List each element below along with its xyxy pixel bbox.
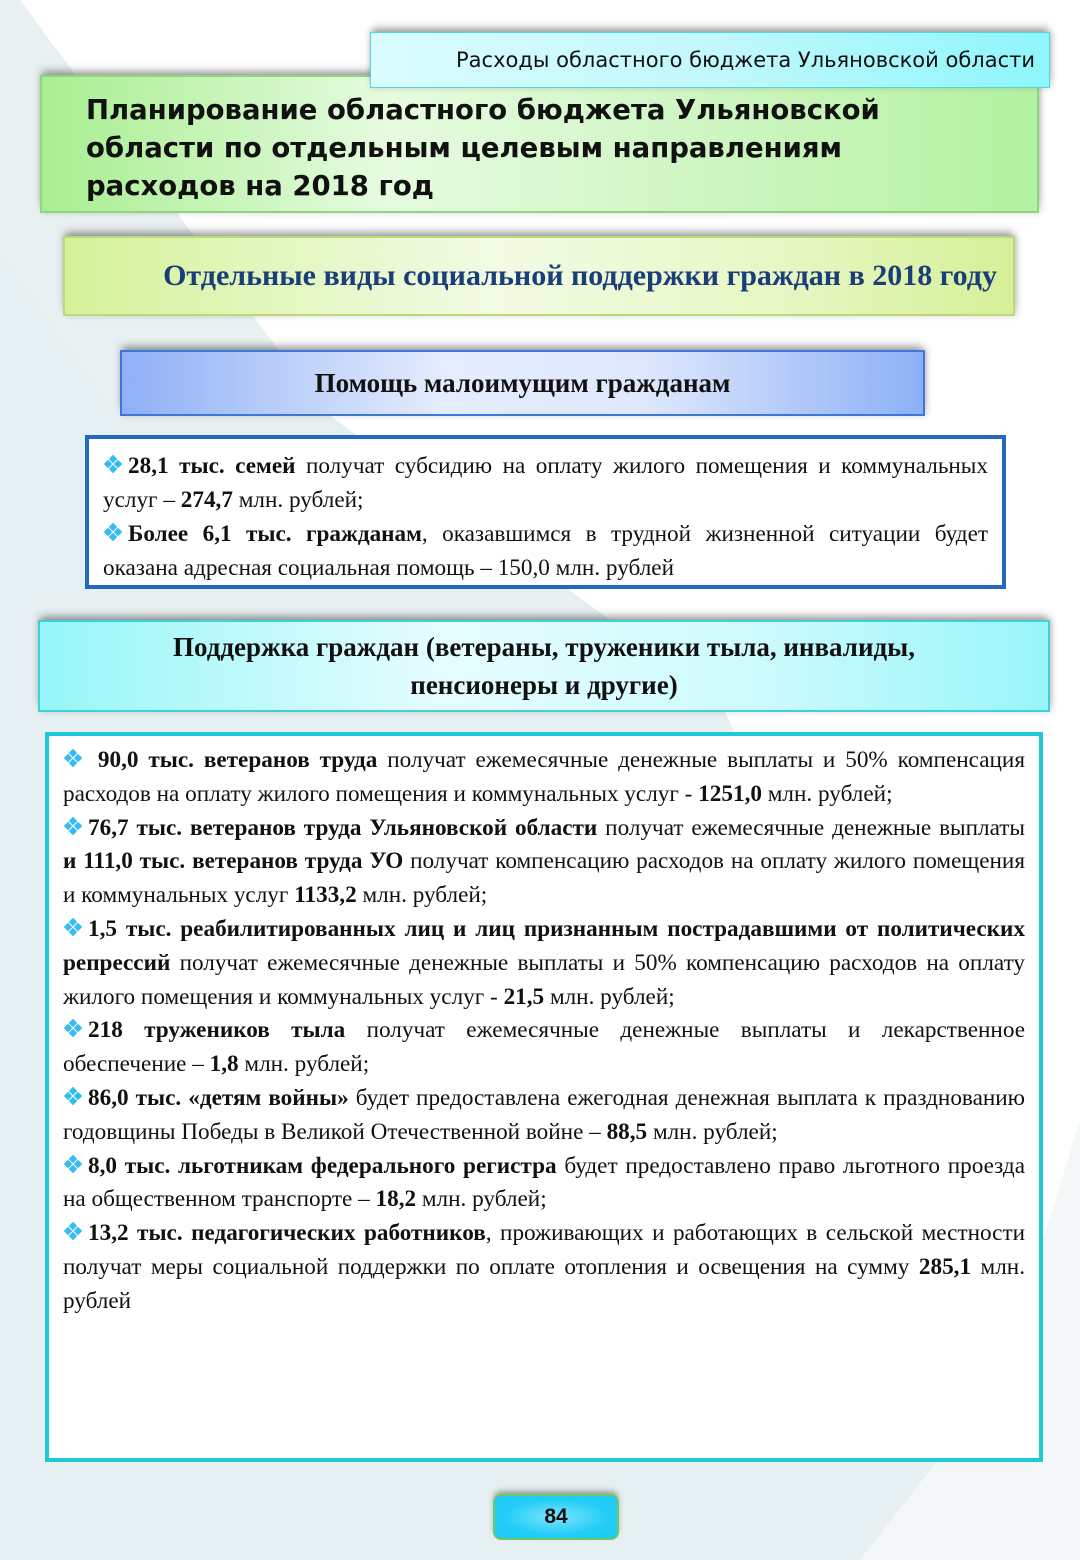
item-text: млн. рублей; (647, 1118, 778, 1145)
section-subtitle-text: Отдельные виды социальной поддержки граждан в 2018 году (163, 259, 997, 292)
list-item (63, 744, 1025, 812)
page-number: 84 (544, 1505, 568, 1528)
item-highlight: и 111,0 тыс. ветеранов труда УО (63, 848, 404, 875)
item-amount: 18,2 (375, 1186, 417, 1213)
item-text: будет предоставлено право льготного проезда на общественном транспорте – (63, 1152, 1025, 1213)
item-highlight: 218 тружеников тыла (88, 1017, 346, 1044)
item-text: получат ежемесячные денежные выплаты и лекарственное обеспечение – (63, 1017, 1025, 1078)
item-highlight: 86,0 тыс. «детям войны» (88, 1084, 349, 1111)
section-heading-text: Поддержка граждан (ветераны, труженики тыла, инвалиды, (173, 632, 915, 662)
page-title-line: области по отдельным целевым направлениям (86, 132, 843, 164)
item-text: получат компенсацию расходов на оплату жилого помещения и коммунальных услуг (63, 848, 1025, 909)
item-amount: 274,7 (180, 487, 233, 513)
item-text: млн. рублей; (761, 780, 893, 807)
list-item (63, 913, 1025, 1014)
item-text: , оказавшимся в трудной жизненной ситуации будет оказана адресная социальная помощь – 150,0 млн. рублей (103, 521, 988, 581)
diamond-bullet-icon (63, 919, 83, 935)
item-highlight: 8,0 тыс. льготникам федерального регистра (88, 1152, 557, 1179)
diamond-bullet-icon (63, 1088, 83, 1104)
page-number-badge (493, 1494, 619, 1540)
list-item (103, 449, 988, 517)
item-text: получат ежемесячные денежные выплаты и 50% компенсация расходов на оплату жилого помещения и коммунальных услуг - (63, 747, 1026, 807)
item-highlight: 13,2 тыс. педагогических работников (88, 1220, 486, 1247)
section-body-low-income (85, 435, 1006, 589)
list-item (103, 517, 988, 585)
running-header-text: Расходы областного бюджета Ульяновской области (456, 48, 1035, 72)
section-heading-low-income (120, 350, 925, 416)
page-title-line: Планирование областного бюджета Ульяновской (86, 94, 880, 126)
item-text: будет предоставлена ежегодная денежная выплата к празднованию годовщины Победы в Великой Отечественной войне – (63, 1084, 1025, 1145)
item-amount: 21,5 (503, 983, 545, 1010)
item-amount: 1,8 (209, 1051, 239, 1078)
diamond-bullet-icon (103, 524, 123, 540)
diamond-bullet-icon (63, 818, 83, 834)
item-text: получат ежемесячные денежные выплаты и 50% компенсацию расходов на оплату жилого помещения и коммунальных услуг - (63, 949, 1025, 1010)
diamond-bullet-icon (103, 456, 123, 472)
diamond-bullet-icon (63, 1020, 83, 1036)
list-item (63, 812, 1025, 913)
item-highlight: 1,5 тыс. реабилитированных лиц и лиц признанным пострадавшими от политических репрессий (63, 915, 1025, 976)
item-highlight: Более 6,1 тыс. гражданам (128, 521, 422, 547)
section-body-citizen-support (45, 732, 1043, 1462)
section-heading-text: Помощь малоимущим гражданам (314, 367, 731, 398)
item-text: млн. рублей; (238, 1051, 370, 1078)
item-text: млн. рублей; (416, 1186, 547, 1213)
list-item (63, 1150, 1025, 1218)
diamond-bullet-icon (63, 1223, 83, 1239)
section-heading-text: пенсионеры и другие) (410, 670, 678, 700)
item-amount: 285,1 (918, 1253, 972, 1280)
running-header (370, 32, 1050, 88)
item-text: млн. рублей; (544, 983, 675, 1010)
section-heading-citizen-support (38, 620, 1050, 712)
page-title-line: расходов на 2018 год (86, 170, 434, 202)
item-amount: 1133,2 (294, 882, 357, 909)
page-title (40, 75, 1039, 213)
diamond-bullet-icon (63, 750, 83, 766)
item-text: млн. рублей; (356, 882, 488, 909)
item-amount: 1251,0 (698, 780, 762, 807)
item-text: , проживающих и работающих в сельской местности получат меры социальной поддержки по оплате отопления и освещения на сумму (63, 1220, 1025, 1280)
item-text: получат ежемесячные денежные выплаты (597, 814, 1025, 841)
list-item (63, 1217, 1025, 1318)
item-highlight: 90,0 тыс. ветеранов труда (88, 747, 378, 773)
item-text: млн. рублей (63, 1253, 1025, 1314)
item-highlight: 76,7 тыс. ветеранов труда Ульяновской области (88, 814, 598, 841)
item-text: млн. рублей; (232, 487, 364, 513)
list-item (63, 1014, 1025, 1082)
list-item (63, 1082, 1025, 1150)
item-amount: 88,5 (606, 1118, 648, 1145)
item-highlight: 28,1 тыс. семей (128, 453, 296, 479)
section-subtitle (63, 236, 1015, 316)
diamond-bullet-icon (63, 1156, 83, 1172)
item-text: получат субсидию на оплату жилого помещения и коммунальных услуг – (103, 453, 988, 513)
